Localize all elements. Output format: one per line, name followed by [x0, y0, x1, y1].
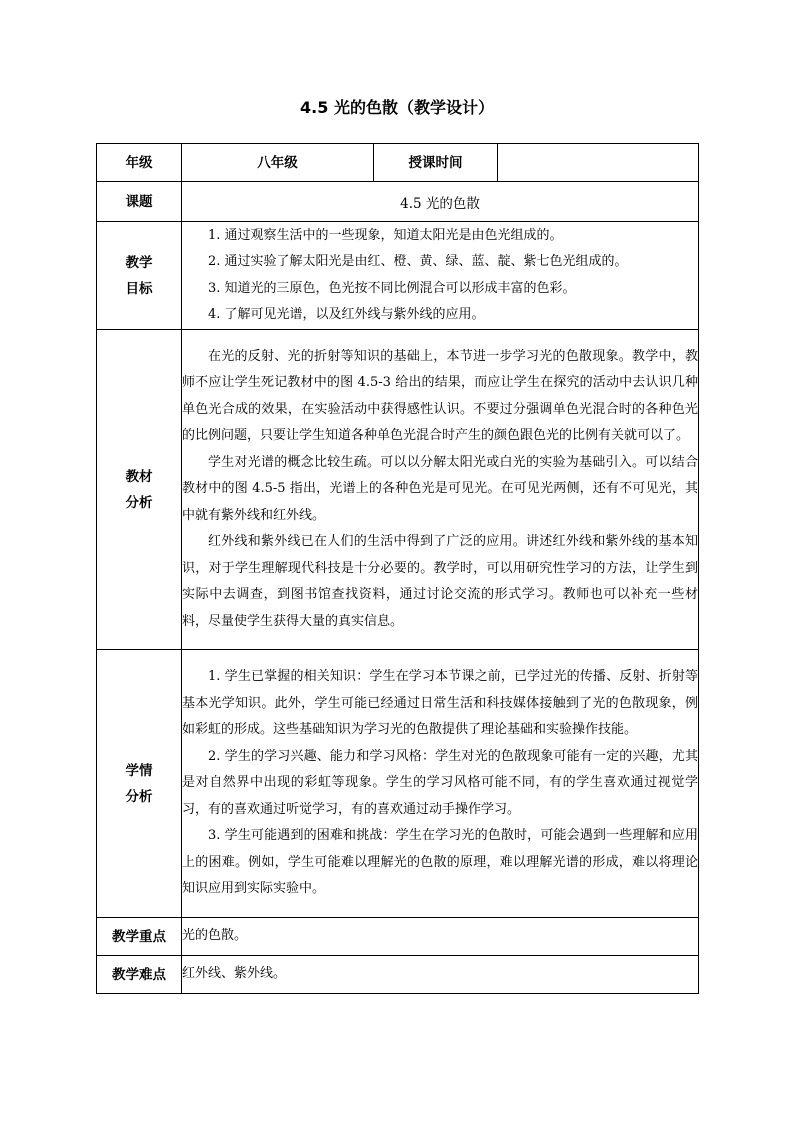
row-students [97, 650, 699, 918]
material-content [182, 330, 699, 650]
row-difficult-point [97, 956, 699, 994]
grade-label: 年级 [97, 144, 182, 182]
class-time-value [498, 144, 699, 182]
key-point-label: 教学重点 [97, 918, 182, 956]
key-point-value: 光的色散。 [182, 918, 699, 956]
lesson-plan-table [96, 143, 699, 994]
goals-label [97, 222, 182, 330]
goal-item-3: 3. 知道光的三原色，色光按不同比例混合可以形成丰富的色彩。 [208, 280, 576, 296]
students-content [182, 650, 699, 918]
goals-content [182, 222, 699, 330]
students-paragraph-1: 1. 学生已掌握的相关知识：学生在学习本节课之前，已学过光的传播、反射、折射等基本光学知识。此外，学生可能已经通过日常生活和科技媒体接触到了光的色散现象，例如彩虹的形成。这些基础知识为学习光的色散提供了理论基础和实验操作技能。 [182, 669, 698, 738]
class-time-label: 授课时间 [374, 144, 498, 182]
goals-label-line2: 目标 [125, 280, 153, 297]
students-paragraph-3: 3. 学生可能遇到的困难和挑战：学生在学习光的色散时，可能会遇到一些理解和应用上的困难。例如，学生可能难以理解光的色散的原理，难以理解光谱的形成，难以将理论知识应用到实际实验中。 [182, 828, 698, 897]
page-title: 4.5 光的色散（教学设计） [300, 98, 494, 117]
students-label-line1: 学情 [125, 762, 153, 779]
material-paragraph-1: 在光的反射、光的折射等知识的基础上，本节进一步学习光的色散现象。教学中，教师不应让学生死记教材中的图 4.5-3 给出的结果，而应让学生在探究的活动中去认识几种单色光合成的效果，在实验活动中获得感性认识。不要过分强调单色光混合时的各种色光的比例问题，只要让学生知道各种单色光混合时产生的颜色跟色光的比例有关就可以了。 [182, 348, 698, 444]
difficult-point-value: 红外线、紫外线。 [182, 956, 699, 994]
goals-label-line1: 教学 [125, 254, 153, 271]
material-label-line1: 教材 [125, 468, 153, 485]
goal-item-4: 4. 了解可见光谱，以及红外线与紫外线的应用。 [208, 307, 485, 322]
difficult-point-label: 教学难点 [97, 956, 182, 994]
topic-value: 4.5 光的色散 [182, 182, 699, 222]
topic-label: 课题 [97, 182, 182, 222]
goal-item-2: 2. 通过实验了解太阳光是由红、橙、黄、绿、蓝、靛、紫七色光组成的。 [208, 254, 628, 269]
material-label [97, 330, 182, 650]
students-label [97, 650, 182, 918]
goal-item-1: 1. 通过观察生活中的一些现象，知道太阳光是由色光组成的。 [208, 227, 563, 243]
material-paragraph-2: 学生对光谱的概念比较生疏。可以以分解太阳光或白光的实验为基础引入。可以结合教材中的图 4.5-5 指出，光谱上的各种色光是可见光。在可见光两侧，还有不可见光，其中就有紫外线和红外线。 [182, 454, 698, 523]
students-label-line2: 分析 [125, 788, 153, 805]
material-paragraph-3: 红外线和紫外线已在人们的生活中得到了广泛的应用。讲述红外线和紫外线的基本知识，对于学生理解现代科技是十分必要的。教学时，可以用研究性学习的方法，让学生到实际中去调查，到图书馆查找资料，通过讨论交流的形式学习。教师也可以补充一些材料，尽量使学生获得大量的真实信息。 [182, 534, 698, 629]
row-topic [97, 182, 699, 222]
row-key-point [97, 918, 699, 956]
row-grade [97, 144, 699, 182]
grade-value: 八年级 [182, 144, 374, 182]
material-label-line2: 分析 [125, 494, 153, 511]
students-paragraph-2: 2. 学生的学习兴趣、能力和学习风格：学生对光的色散现象可能有一定的兴趣，尤其是对自然界中出现的彩虹等现象。学生的学习风格可能不同，有的学生喜欢通过视觉学习，有的喜欢通过听觉学习，有的喜欢通过动手操作学习。 [182, 748, 698, 817]
row-goals [97, 222, 699, 330]
row-material [97, 330, 699, 650]
